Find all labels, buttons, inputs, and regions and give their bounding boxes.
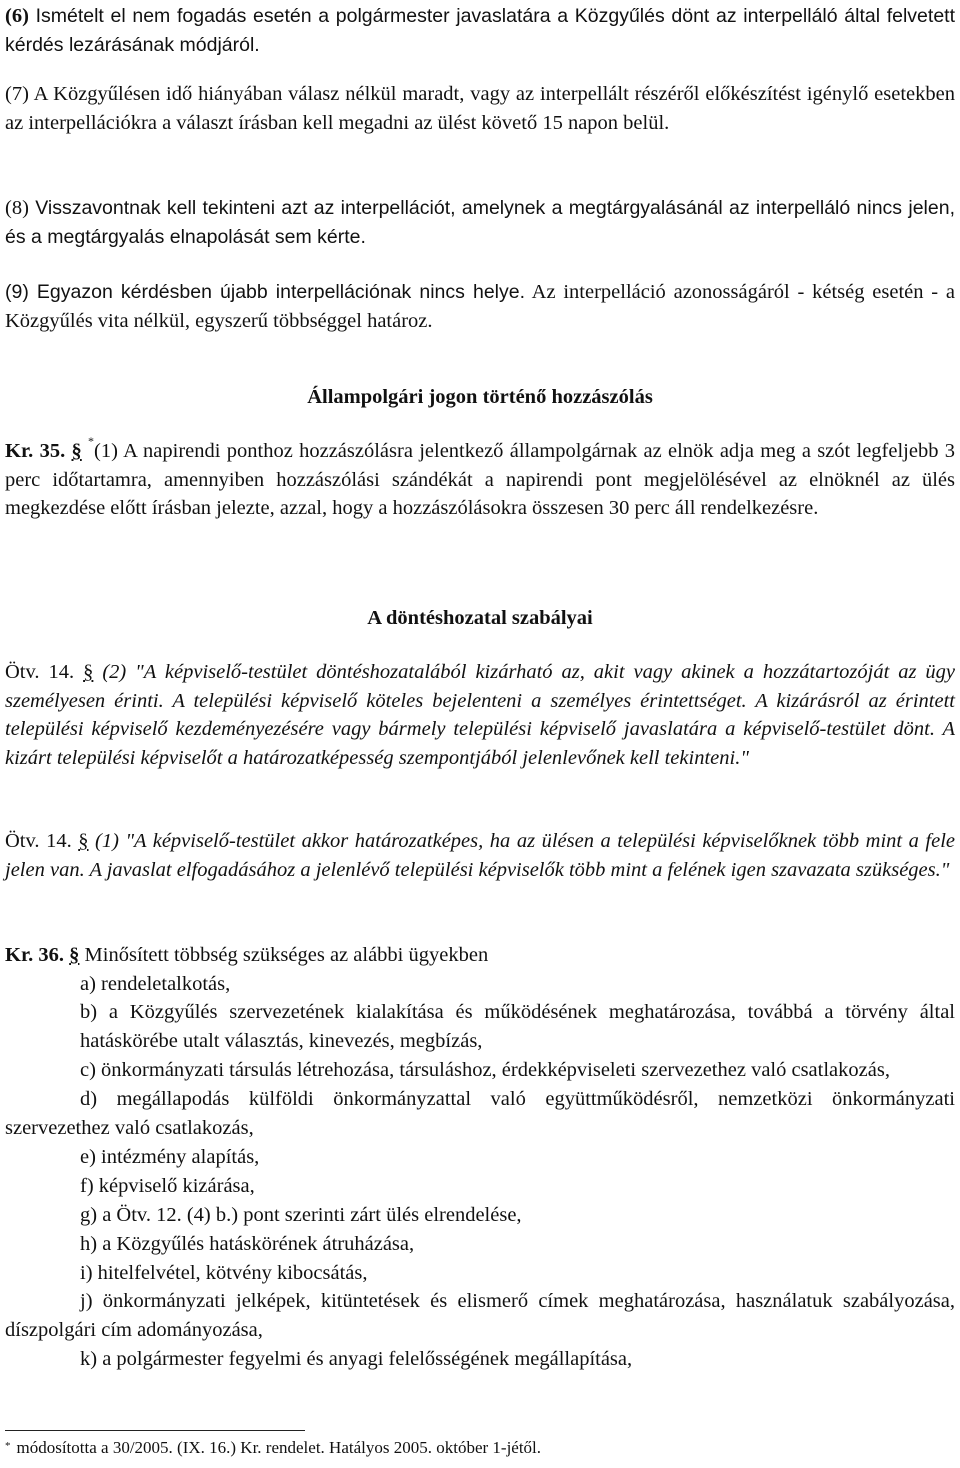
list-item: j) önkormányzati jelképek, kitüntetések és elismerő címek meghatározása, használatuk szabályozása, díszpolgári cím adományozása, xyxy=(5,1290,955,1342)
list-item: c) önkormányzati társulás létrehozása, társuláshoz, érdekképviseleti szervezethez való csatlakozás, xyxy=(80,1059,890,1082)
section-mark: § xyxy=(78,830,89,852)
article-kr35 xyxy=(5,434,956,523)
list-item: d) megállapodás külföldi önkormányzattal való együttműködésről, nemzetközi önkormányzati szervezethez való csatlakozás, xyxy=(5,1088,955,1140)
list-item: f) képviselő kizárása, xyxy=(80,1174,255,1197)
section-mark: § xyxy=(69,944,80,966)
article-label: Kr. 36. xyxy=(5,944,65,966)
paragraph-text: Ismételt el nem fogadás esetén a polgármester javaslatára a Közgyűlés dönt az interpelláló által felvetett kérdés lezárásának módjáról. xyxy=(5,5,955,56)
section-mark: § xyxy=(71,440,82,462)
list-item: k) a polgármester fegyelmi és anyagi felelősségének megállapítása, xyxy=(80,1348,633,1371)
section-heading-citizen: Állampolgári jogon történő hozzászólás xyxy=(307,386,653,408)
article-label: Ötv. 14. xyxy=(5,830,72,852)
list-item: h) a Közgyűlés hatáskörének átruházása, xyxy=(80,1232,415,1255)
list-item: g) a Ötv. 12. (4) b.) pont szerinti zárt ülés elrendelése, xyxy=(80,1203,522,1226)
list-item: b) a Közgyűlés szervezetének kialakítása és működésének meghatározása, továbbá a törvény által hatáskörébe utalt választás, kinevezés, megbízás, xyxy=(80,1001,955,1053)
list-item: i) hitelfelvétel, kötvény kibocsátás, xyxy=(80,1261,368,1284)
section-mark: § xyxy=(83,661,94,683)
article-label: Kr. 35. xyxy=(5,440,66,462)
article-otv14-1 xyxy=(5,827,955,884)
kr36-list xyxy=(5,970,955,1375)
section-heading-decision: A döntéshozatal szabályai xyxy=(367,607,593,629)
footnote-mark: * xyxy=(5,1440,11,1452)
footnote-text: módosította a 30/2005. (IX. 16.) Kr. rendelet. Hatályos 2005. október 1-jétől. xyxy=(16,1438,542,1457)
article-kr36 xyxy=(5,941,955,970)
paragraph-9 xyxy=(5,278,955,335)
paragraph-number: (8) xyxy=(5,197,29,219)
list-item: a) rendeletalkotás, xyxy=(80,972,231,995)
paragraph-number: (6) xyxy=(5,5,29,27)
article-label: Ötv. 14. xyxy=(5,661,75,683)
paragraph-text: Visszavontnak kell tekinteni azt az interpellációt, amelynek a megtárgyalásánál az interpelláló nincs jelen, és a megtárgyalás elnapolását sem kérte. xyxy=(5,197,955,248)
paragraph-text-a: (9) Egyazon kérdésben újabb interpellációnak nincs helye. xyxy=(5,281,526,303)
footnote-ref: * xyxy=(88,434,95,448)
article-text: (1) "A képviselő-testület akkor határozatképes, ha az ülésen a települési képviselőknek több mint a fele jelen van. A javaslat elfogadásához a jelenlévő települési képviselők több mint a felének igen szavazata szükséges." xyxy=(5,830,955,881)
list-item: e) intézmény alapítás, xyxy=(80,1145,260,1168)
footnote xyxy=(5,1436,541,1462)
article-text: (1) A napirendi ponthoz hozzászólásra jelentkező állampolgárnak az elnök adja meg a szót legfeljebb 3 perc időtartamra, amennyiben hozzászólási szándékát a napirendi pont megjelölésével az elnöknél az ülés megkezdése előtt írásban jelezte, azzal, hogy a hozzászólásokra összesen 30 perc áll rendelkezésre. xyxy=(5,440,956,519)
paragraph-text-b: Az interpelláció azonosságáról - kétség esetén - a Közgyűlés vita nélkül, egyszerű többséggel határoz. xyxy=(5,281,955,332)
article-otv14-2 xyxy=(5,658,955,772)
paragraph-8 xyxy=(5,194,955,251)
article-intro: Minősített többség szükséges az alábbi ügyekben xyxy=(79,944,489,966)
footnote-divider xyxy=(5,1430,305,1431)
paragraph-7: (7) A Közgyűlésen idő hiányában válasz nélkül maradt, vagy az interpellált részéről előkészítést igénylő esetekben az interpellációkra a választ írásban kell megadni az ülést követő 15 napon belül. xyxy=(5,83,955,134)
paragraph-6 xyxy=(5,2,955,59)
article-text: (2) "A képviselő-testület döntéshozatalából kizárható az, akit vagy akinek a hozzátartozóját az ügy személyesen érinti. A települési képviselő köteles bejelenteni a személyes érintettséget. A kizárásról az érintett települési képviselő kezdeményezésére vagy bármely települési képviselő javaslatára a képviselő-testület dönt. A kizárt települési képviselőt a határozatképesség szempontjából jelenlevőnek kell tekinteni." xyxy=(5,661,956,769)
